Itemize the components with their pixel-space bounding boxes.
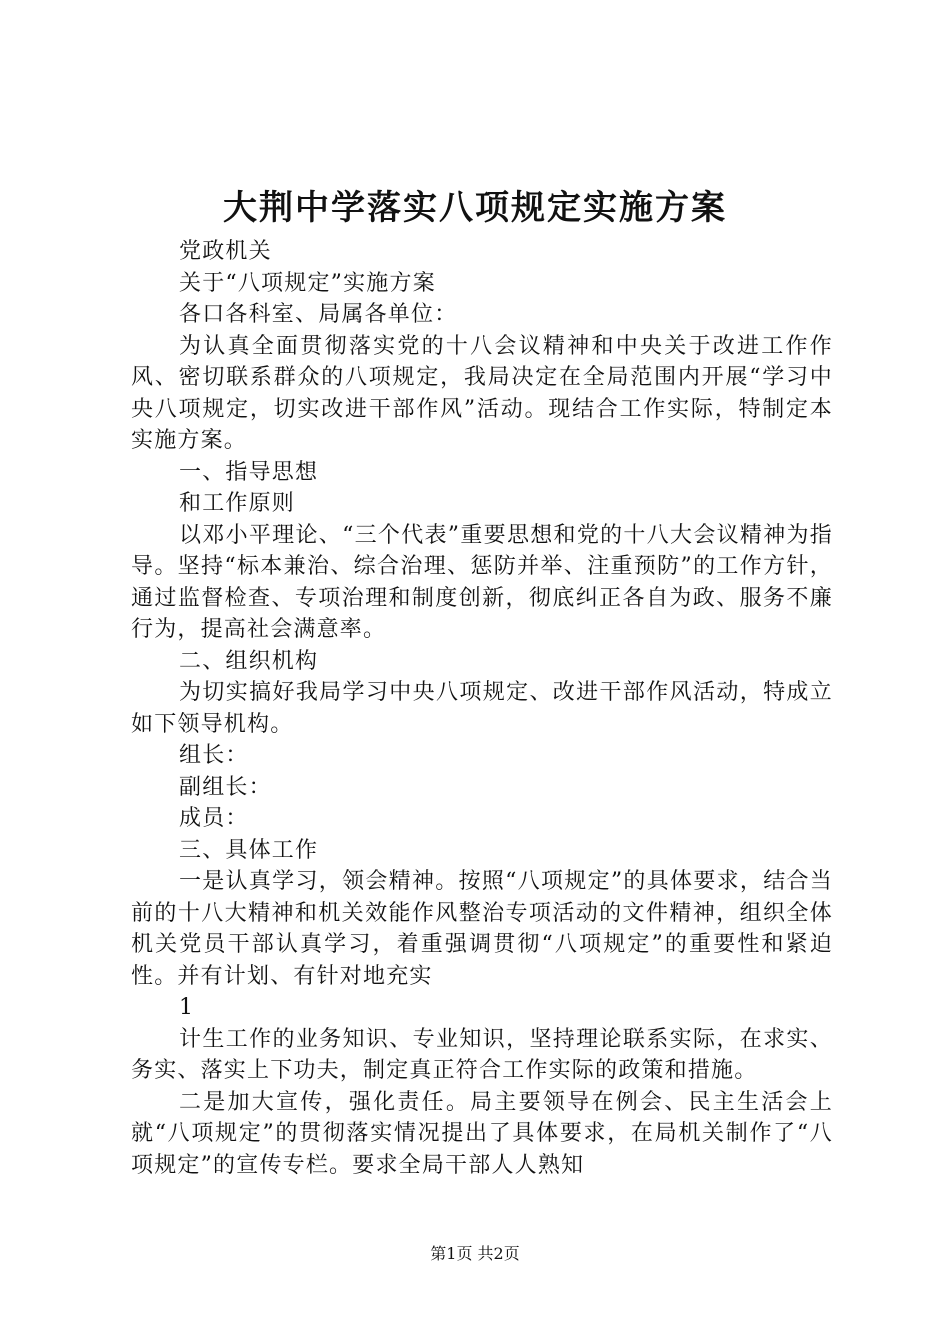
paragraph: 组长： (179, 743, 249, 768)
paragraph: 为认真全面贯彻落实党的十八会议精神和中央关于改进工作作风、密切联系群众的八项规定，我局决定在全局范围内开展“学习中央八项规定，切实改进干部作风”活动。现结合工作实际，特制定本实施方案。 (131, 333, 833, 453)
paragraph: 为切实搞好我局学习中央八项规定、改进干部作风活动，特成立如下领导机构。 (131, 680, 833, 737)
paragraph: 副组长： (179, 774, 272, 800)
page-footer: 第1页 共2页 (430, 1244, 520, 1263)
inline-page-number: 1 (179, 995, 195, 1020)
paragraph: 成员： (179, 806, 249, 831)
paragraph: 二是加大宣传，强化责任。局主要领导在例会、民主生活会上就“八项规定”的贯彻落实情况提出了具体要求，在局机关制作了“八项规定”的宣传专栏。要求全局干部人人熟知 (131, 1089, 833, 1178)
document-title: 大荆中学落实八项规定实施方案 (223, 188, 727, 228)
paragraph: 关于“八项规定”实施方案 (179, 270, 436, 296)
section-heading: 三、具体工作 (179, 837, 319, 863)
section-heading: 和工作原则 (179, 491, 296, 516)
paragraph: 各口各科室、局属各单位： (179, 302, 458, 327)
paragraph: 以邓小平理论、“三个代表”重要思想和党的十八大会议精神为指导。坚持“标本兼治、综合治理、惩防并举、注重预防”的工作方针，通过监督检查、专项治理和制度创新，彻底纠正各自为政、服务不廉行为，提高社会满意率。 (131, 522, 833, 642)
paragraph: 党政机关 (179, 239, 272, 264)
paragraph: 一是认真学习，领会精神。按照“八项规定”的具体要求，结合当前的十八大精神和机关效能作风整治专项活动的文件精神，组织全体机关党员干部认真学习，着重强调贯彻“八项规定”的重要性和紧迫性。并有计划、有针对地充实 (131, 869, 833, 989)
section-heading: 二、组织机构 (179, 648, 319, 674)
paragraph: 计生工作的业务知识、专业知识，坚持理论联系实际，在求实、务实、落实上下功夫，制定真正符合工作实际的政策和措施。 (131, 1026, 833, 1083)
section-heading: 一、指导思想 (179, 459, 319, 485)
document-body (131, 236, 833, 1181)
